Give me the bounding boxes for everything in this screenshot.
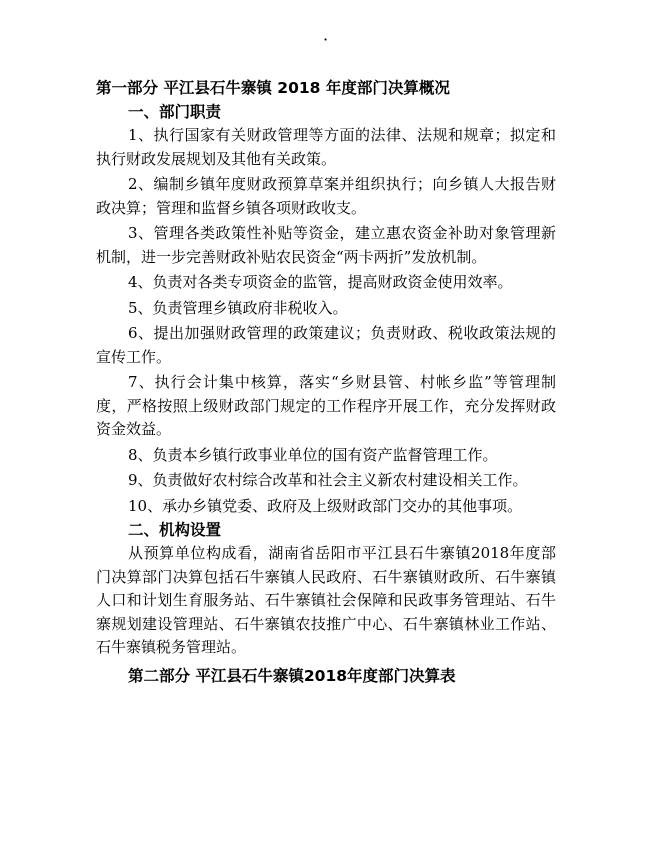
duty-item-3: 3、管理各类政策性补贴等资金，建立惠农资金补助对象管理新机制，进一步完善财政补贴农民资金“两卡两折”发放机制。 [96,224,556,266]
top-mark: · [323,30,329,49]
duty-item-10: 10、承办乡镇党委、政府及上级财政部门交办的其他事项。 [128,496,523,515]
duty-item-2: 2、编制乡镇年度财政预算草案并组织执行；向乡镇人大报告财政决算；管理和监督乡镇各项财政收支。 [96,175,556,217]
duty-item-8: 8、负责本乡镇行政事业单位的国有资产监督管理工作。 [128,445,498,464]
document-body [96,76,556,688]
duty-item-9: 9、负责做好农村综合改革和社会主义新农村建设相关工作。 [128,471,528,489]
part2-title: 第二部分 平江县石牛寨镇2018年度部门决算表 [128,666,456,685]
duty-item-4: 4、负责对各类专项资金的监管，提高财政资金使用效率。 [128,273,513,291]
duty-item-7: 7、执行会计集中核算，落实“乡财县管、村帐乡监”等管理制度，严格按照上级财政部门规定的工作程序开展工作，充分发挥财政资金效益。 [96,373,556,438]
duty-item-1: 1、执行国家有关财政管理等方面的法律、法规和规章；拟定和执行财政发展规划及其他有关政策。 [96,126,556,168]
section1-title: 一、部门职责 [128,103,222,121]
duty-item-6: 6、提出加强财政管理的政策建议；负责财政、税收政策法规的宣传工作。 [96,324,556,366]
org-structure-text: 从预算单位构成看，湖南省岳阳市平江县石牛寨镇2018年度部门决算部门决算包括石牛寨镇人民政府、石牛寨镇财政所、石牛寨镇人口和计划生育服务站、石牛寨镇社会保障和民政事务管理站、石牛寨规划建设管理站、石牛寨镇农技推广中心、石牛寨镇林业工作站、石牛寨镇税务管理站。 [96,544,556,656]
duty-item-5: 5、负责管理乡镇政府非税收入。 [128,298,348,317]
part1-title: 第一部分 平江县石牛寨镇 2018 年度部门决算概况 [96,79,450,97]
section2-title: 二、机构设置 [128,521,222,539]
